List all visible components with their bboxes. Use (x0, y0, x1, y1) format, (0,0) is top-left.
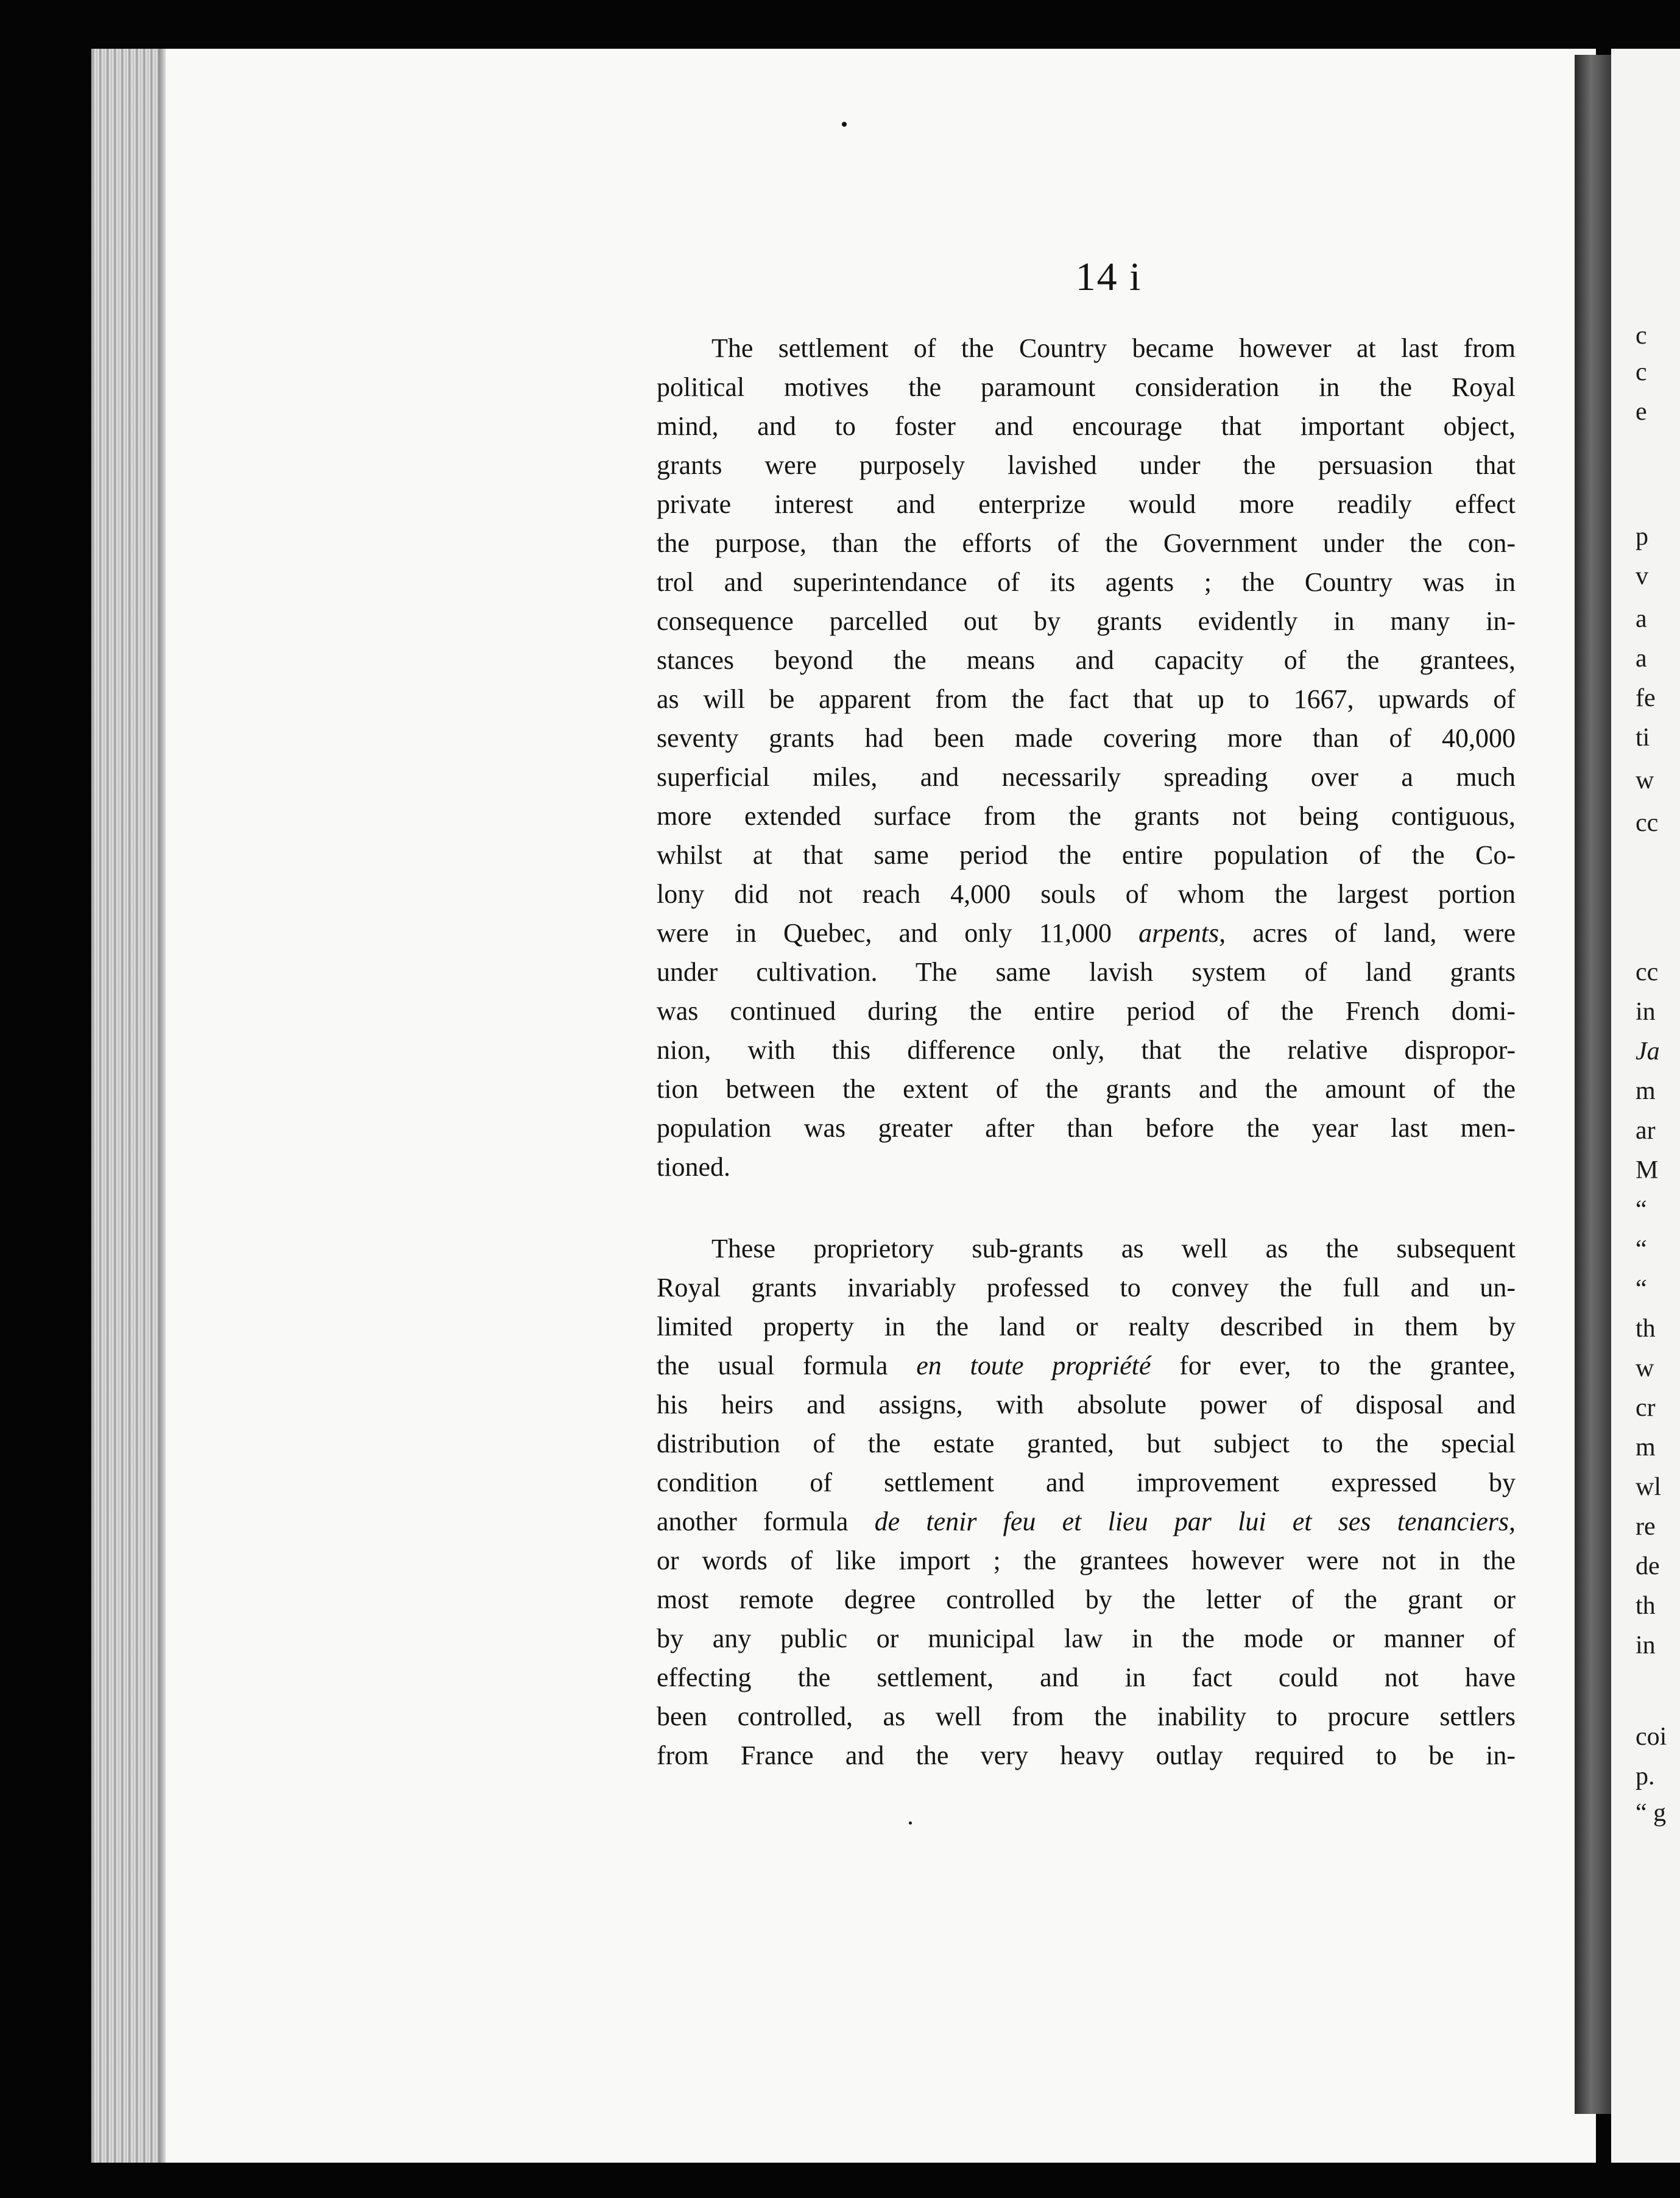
facing-fragment: Ja (1636, 1037, 1660, 1065)
facing-fragment: ar (1636, 1117, 1656, 1145)
dust-speck (909, 1822, 912, 1825)
text-line: another formula de tenir feu et lieu par lui et ses tenanciers, (657, 1507, 1516, 1536)
paragraph-gap (657, 1187, 1516, 1229)
facing-fragment: “ (1636, 1235, 1647, 1263)
facing-fragment: th (1636, 1592, 1656, 1620)
facing-fragment: cc (1636, 958, 1659, 986)
text-line: tioned. (657, 1152, 730, 1182)
text-line: as will be apparent from the fact that up to 1667, upwards of (657, 684, 1516, 714)
text-line: seventy grants had been made covering more than of 40,000 (657, 723, 1516, 753)
dust-speck (842, 122, 847, 127)
text-line: consequence parcelled out by grants evidently in many in- (657, 606, 1516, 636)
page-number: 14 i (1075, 255, 1142, 299)
facing-fragment: th (1636, 1315, 1656, 1343)
facing-fragment: p (1636, 523, 1648, 551)
facing-fragment: a (1636, 605, 1647, 633)
facing-fragment: a (1636, 645, 1647, 673)
text-line: private interest and enterprize would more readily effect (657, 489, 1516, 519)
text-line: effecting the settlement, and in fact could not have (657, 1663, 1516, 1692)
text-line: grants were purposely lavished under the persuasion that (657, 450, 1516, 480)
text-line: from France and the very heavy outlay required to be in- (657, 1740, 1516, 1770)
facing-fragment: cr (1636, 1394, 1656, 1422)
text-line: the usual formula en toute propriété for ever, to the grantee, (657, 1351, 1516, 1380)
facing-fragment: m (1636, 1433, 1656, 1461)
text-line: under cultivation. The same lavish system of land grants (657, 957, 1516, 987)
text-line: superficial miles, and necessarily spreading over a much (657, 762, 1516, 792)
text-line: most remote degree controlled by the letter of the grant or (657, 1585, 1516, 1614)
text-line: mind, and to foster and encourage that important object, (657, 411, 1516, 441)
facing-fragment: re (1636, 1513, 1656, 1541)
text-line: been controlled, as well from the inability to procure settlers (657, 1702, 1516, 1731)
text-line: Royal grants invariably professed to convey the full and un- (657, 1273, 1516, 1302)
facing-fragment: ti (1636, 724, 1650, 752)
book-gutter (1575, 55, 1611, 2114)
text-line: condition of settlement and improvement expressed by (657, 1468, 1516, 1497)
facing-fragment: m (1636, 1077, 1656, 1105)
text-line: more extended surface from the grants not being contiguous, (657, 801, 1516, 831)
text-line: limited property in the land or realty described in them by (657, 1312, 1516, 1341)
text-line: or words of like import ; the grantees however were not in the (657, 1546, 1516, 1575)
text-line: tion between the extent of the grants and the amount of the (657, 1074, 1516, 1104)
text-line: were in Quebec, and only 11,000 arpents, acres of land, were (657, 918, 1516, 948)
facing-fragment: v (1636, 562, 1648, 590)
text-line: lony did not reach 4,000 souls of whom the largest portion (657, 879, 1516, 909)
facing-fragment: c (1636, 358, 1647, 386)
text-line: his heirs and assigns, with absolute power of disposal and (657, 1390, 1516, 1419)
body-text (657, 329, 1516, 1775)
paragraph (657, 1229, 1516, 1775)
facing-fragment: “ (1636, 1196, 1647, 1224)
text-line: was continued during the entire period of the French domi- (657, 996, 1516, 1026)
facing-fragment: de (1636, 1552, 1660, 1580)
text-line: nion, with this difference only, that the relative dispropor- (657, 1035, 1516, 1065)
facing-page (1611, 49, 1680, 2163)
facing-fragment: in (1636, 998, 1656, 1026)
text-line: These proprietory sub-grants as well as the subsequent (711, 1234, 1516, 1263)
facing-fragment: wl (1636, 1473, 1661, 1501)
text-line: trol and superintendance of its agents ; the Country was in (657, 567, 1516, 597)
text-line: distribution of the estate granted, but subject to the special (657, 1429, 1516, 1458)
facing-fragment: cc (1636, 809, 1659, 837)
paragraph (657, 329, 1516, 1187)
facing-fragment: “ (1636, 1275, 1647, 1303)
text-line: political motives the paramount consideration in the Royal (657, 372, 1516, 402)
facing-fragment: e (1636, 398, 1647, 426)
text-line: whilst at that same period the entire population of the Co- (657, 840, 1516, 870)
facing-fragment: w (1636, 766, 1654, 794)
facing-fragment: “ g (1636, 1799, 1667, 1827)
facing-fragment: p. (1636, 1762, 1655, 1790)
facing-fragment: coi (1636, 1723, 1667, 1751)
facing-fragment: w (1636, 1354, 1654, 1382)
facing-fragment: c (1636, 322, 1647, 350)
facing-fragment: fe (1636, 684, 1656, 712)
text-line: stances beyond the means and capacity of the grantees, (657, 645, 1516, 675)
text-line: The settlement of the Country became however at last from (711, 333, 1516, 363)
page-edge-stack (91, 49, 158, 2163)
facing-fragment: M (1636, 1156, 1659, 1184)
facing-fragment: in (1636, 1631, 1656, 1659)
text-line: by any public or municipal law in the mode or manner of (657, 1624, 1516, 1653)
text-line: population was greater after than before the year last men- (657, 1113, 1516, 1143)
text-line: the purpose, than the efforts of the Government under the con- (657, 528, 1516, 558)
